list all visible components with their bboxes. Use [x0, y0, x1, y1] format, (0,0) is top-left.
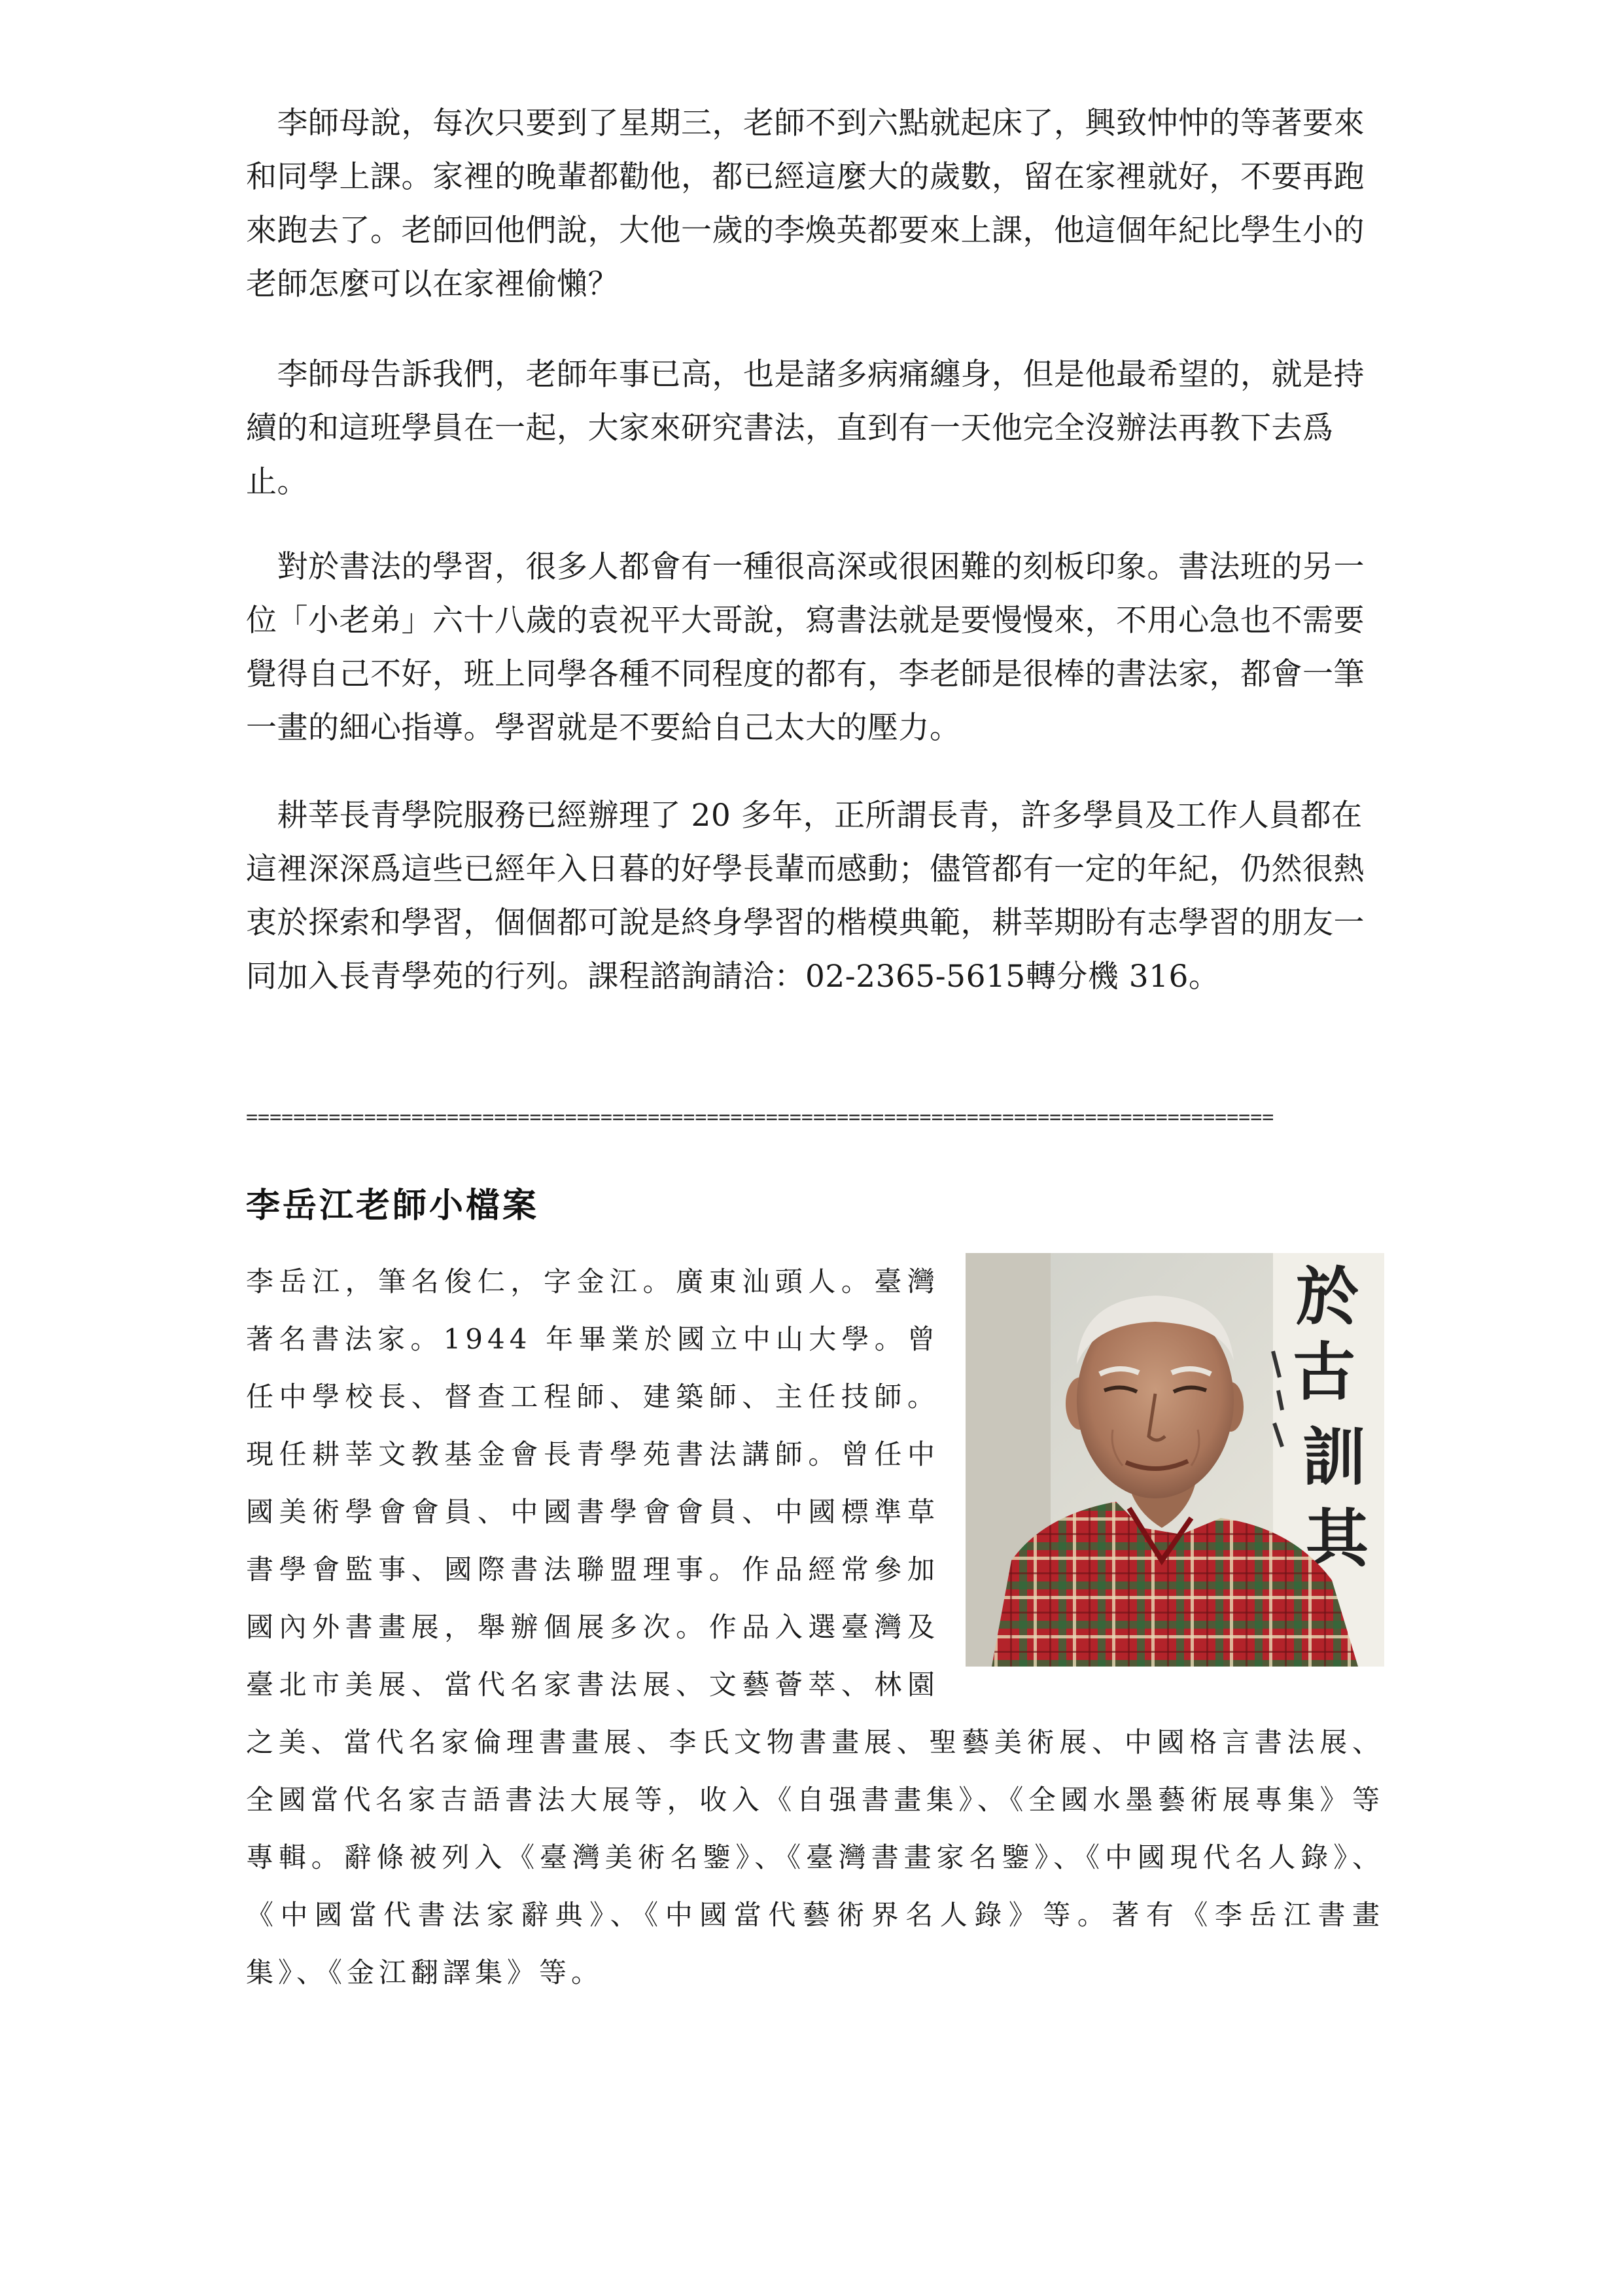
portrait-photo-frame: [966, 1253, 1384, 1667]
article-paragraph: 耕莘長青學院服務已經辦理了 20 多年，正所謂長青，許多學員及工作人員都在這裡深深爲這些已經年入日暮的好學長輩而感動；儘管都有一定的年紀，仍然很熱衷於探索和學習，個個都可說是終身學習的楷模典範，耕莘期盼有志學習的朋友一同加入長青學苑的行列。課程諮詢請洽：02-2365-5615轉分機 316。: [246, 798, 1365, 995]
profile-section: [246, 1253, 1384, 2002]
wall-calligraphy-char: 其: [1306, 1502, 1373, 1576]
portrait-photo: [966, 1253, 1384, 1667]
wall-calligraphy-char: 訓: [1302, 1420, 1370, 1494]
section-divider: =======================================================================================: [246, 1106, 1274, 1129]
profile-text: 李岳江，筆名俊仁，字金江。廣東汕頭人。臺灣著名書法家。1944 年畢業於國立中山大學。曾任中學校長、督查工程師、建築師、主任技師。現任耕莘文教基金會長青學苑書法講師。曾任中國美術學會會員、中國書學會會員、中國標準草書學會監事、國際書法聯盟理事。作品經常參加國內外書畫展，舉辦個展多次。作品入選臺灣及臺北市美展、當代名家書法展、文藝薈萃、林園之美、當代名家倫理書畫展、李氏文物書畫展、聖藝美術展、中國格言書法展、全國當代名家吉語書法大展等，收入《自强書畫集》、《全國水墨藝術展專集》等專輯。辭條被列入《臺灣美術名鑒》、《臺灣書畫家名鑒》、《中國現代名人錄》、《中國當代書法家辭典》、《中國當代藝術界名人錄》等。著有《李岳江書畫集》、《金江翻譯集》等。: [246, 1265, 1384, 1988]
wall-calligraphy-char: 於: [1296, 1260, 1363, 1333]
article-paragraph: 李師母說，每次只要到了星期三，老師不到六點就起床了，興致忡忡的等著要來和同學上課。家裡的晚輩都勸他，都已經這麼大的歲數，留在家裡就好，不要再跑來跑去了。老師回他們說，大他一歲的李煥英都要來上課，他這個年紀比學生小的老師怎麼可以在家裡偷懶？: [246, 105, 1365, 302]
article-paragraph: 對於書法的學習，很多人都會有一種很高深或很困難的刻板印象。書法班的另一位「小老弟」六十八歲的袁祝平大哥說，寫書法就是要慢慢來，不用心急也不需要覺得自己不好，班上同學各種不同程度的都有，李老師是很棒的書法家，都會一筆一畫的細心指導。學習就是不要給自己太大的壓力。: [246, 549, 1365, 746]
article-paragraph: 李師母告訴我們，老師年事已高，也是諸多病痛纏身，但是他最希望的，就是持續的和這班學員在一起，大家來研究書法，直到有一天他完全沒辦法再教下去爲止。: [246, 357, 1365, 500]
wall-calligraphy-char: 古: [1293, 1335, 1360, 1409]
profile-title: 李岳江老師小檔案: [246, 1186, 540, 1226]
